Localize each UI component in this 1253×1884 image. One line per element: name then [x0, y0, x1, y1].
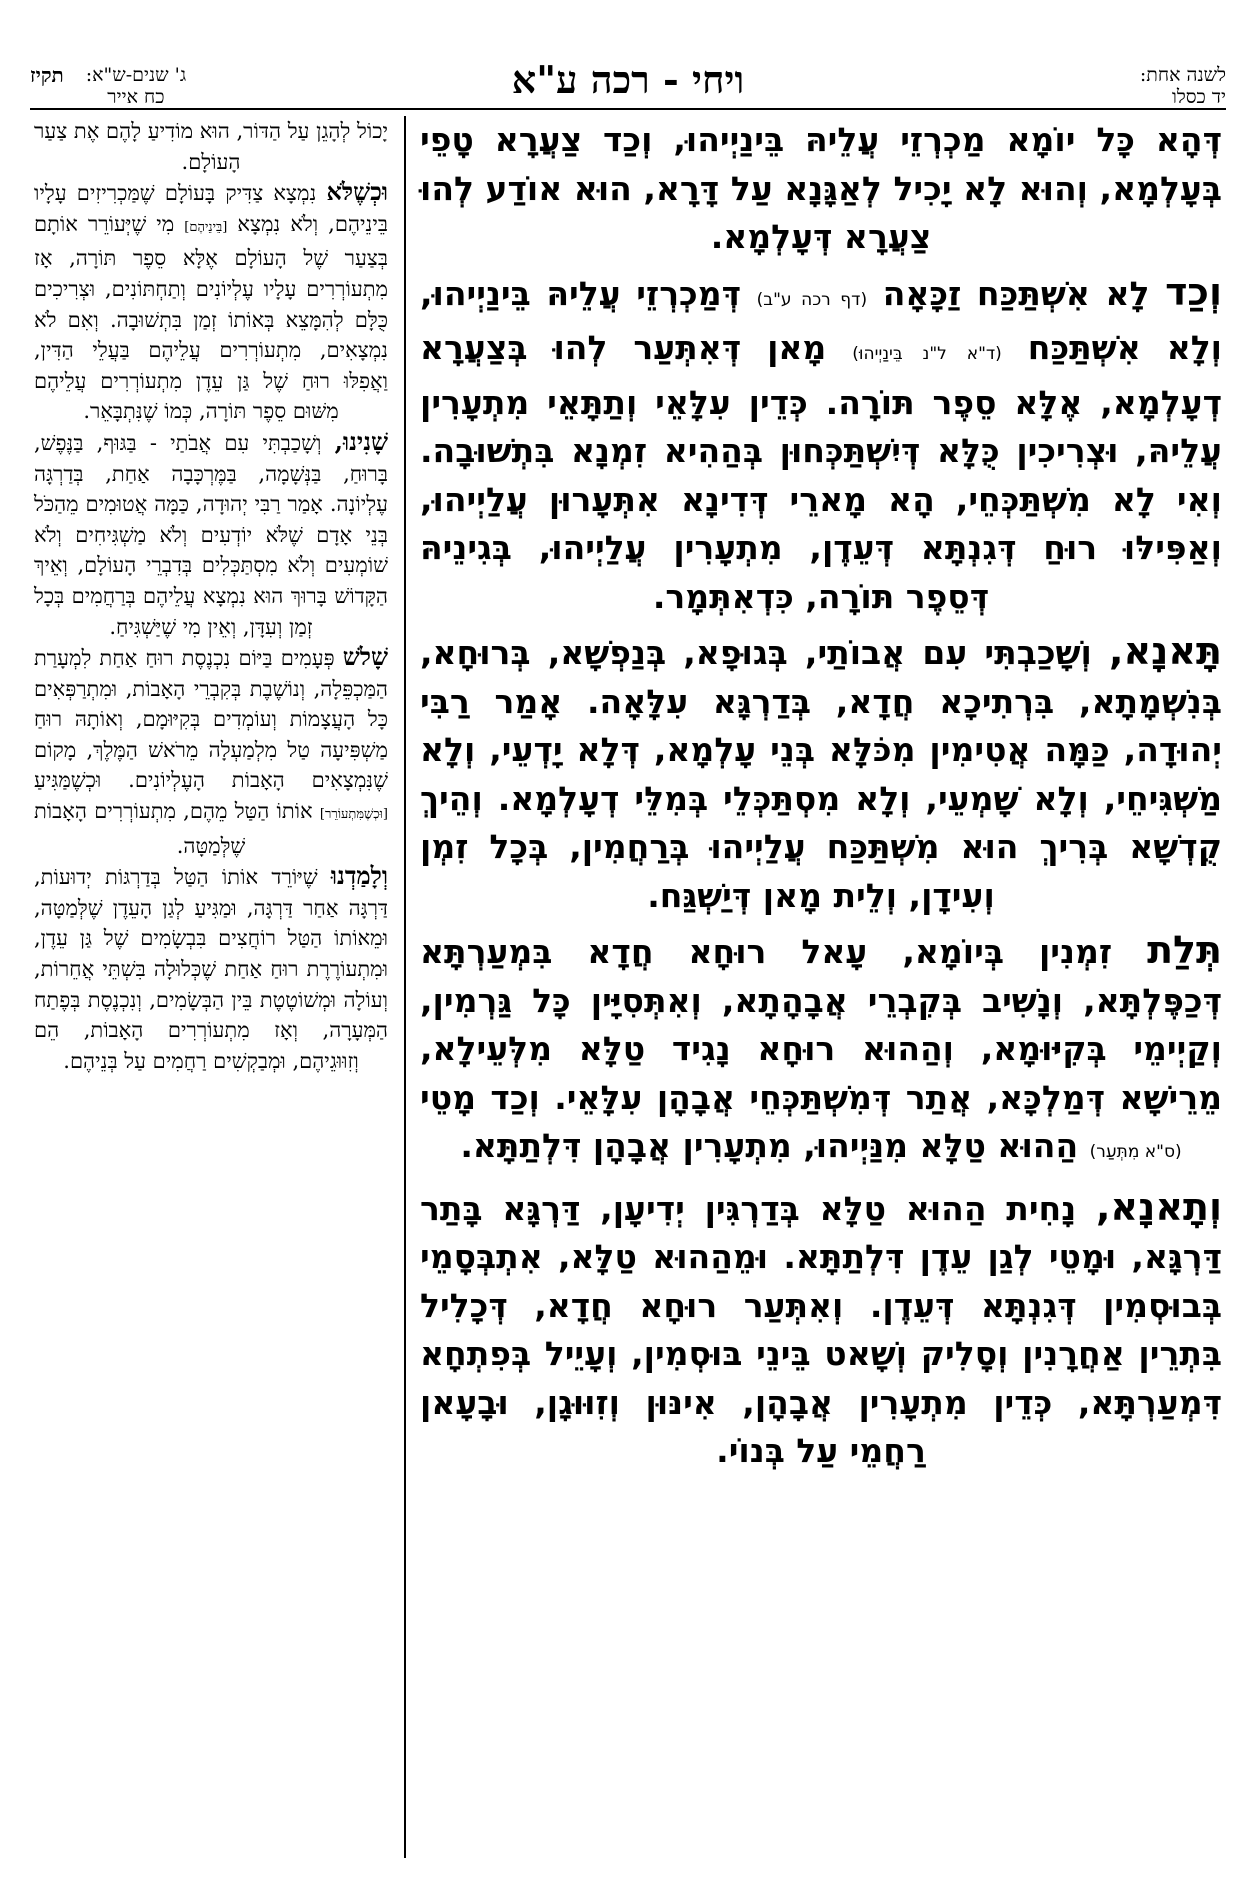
- side-paragraph: וּכְשֶׁלֹּא נִמְצָא צַדִּיק בָּעוֹלָם שֶׁמַּכְרִיזִים עָלָיו בֵּינֵיהֶם, וְלֹא נִמְצָא [בֵּינֵיהֶם] מִי שֶׁיְּעוֹרֵר אוֹתָם בְּצַעַר שֶׁל הָעוֹלָם אֶלָּא סֵפֶר תּוֹרָה, אָז מִתְעוֹרְרִים עָלָיו עֶלְיוֹנִים וְתַחְתּוֹנִים, וּצְרִיכִים כֻּלָּם לְהִמָּצֵא בְּאוֹתוֹ זְמַן בִּתְשׁוּבָה. וְאִם לֹא נִמְצָאִים, מִתְעוֹרְרִים עֲלֵיהֶם בַּעֲלֵי הַדִּין, וַאֲפִלּוּ רוּחַ שֶׁל גַּן עֵדֶן מִתְעוֹרְרִים עֲלֵיהֶם מִשּׁוּם סֵפֶר תּוֹרָה, כְּמוֹ שֶׁנִּתְבָּאֵר.: [34, 177, 388, 424]
- main-paragraph: תְּלַת זִמְנִין בְּיוֹמָא, עָאל רוּחָא חֲדָא בִּמְעַרְתָּא דְּכַפֶּלְתָּא, וְנָשִׁיב בְּקִבְרֵי אֲבָהָתָא, וְאִתְּסִיָּין כָּל גַּרְמִין, וְקַיְימֵי בְּקִיּוּמָא, וְהַהוּא רוּחָא נָגִיד טַלָּא מִלְּעֵילָא, מֵרֵישָׁא דְּמַלְכָּא, אֲתַר דְּמִשְׁתַּכְּחֵי אֲבָהָן עִלָּאֵי. וְכַד מָטֵי (ס"א מִתְּעַר) הַהוּא טַלָּא מִנַּיְיהוּ, מִתְעָרִין אֲבָהָן דִּלְתַתָּא.: [420, 928, 1222, 1165]
- side-paragraph: שָׁלֹשׁ פְּעָמִים בַּיּוֹם נִכְנֶסֶת רוּחַ אַחַת לִמְעָרַת הַמַּכְפֵּלָה, וְנוֹשֶׁבֶת בְּקִבְרֵי הָאָבוֹת, וּמִתְרַפְּאִים כָּל הָעֲצָמוֹת וְעוֹמְדִים בְּקִיּוּמָם, וְאוֹתָהּ רוּחַ מַשְׁפִּיעָה טַל מִלְמַעְלָה מֵרֹאשׁ הַמֶּלֶךְ, מָקוֹם שֶׁנִּמְצָאִים הָאָבוֹת הָעֶלְיוֹנִים. וּכְשֶׁמַּגִּיעַ [וּכְשֶׁמִּתְעוֹרֵר] אוֹתוֹ הַטַּל מֵהֶם, מִתְעוֹרְרִים הָאָבוֹת שֶׁלְּמַטָּה.: [34, 642, 388, 858]
- reading-schedule-three-years: [30, 64, 186, 108]
- side-paragraph: שָׁנִינוּ, וְשָׁכַבְתִּי עִם אֲבֹתַי - בַּגּוּף, בַּנֶּפֶשׁ, בָּרוּחַ, בַּנְּשָׁמָה, בַּמֶּרְכָּבָה אַחַת, בְּדַרְגָּה עֶלְיוֹנָה. אָמַר רַבִּי יְהוּדָה, כַּמָּה אֲטוּמִים מֵהַכֹּל בְּנֵי אָדָם שֶׁלֹּא יוֹדְעִים וְלֹא מַשְׁגִּיחִים וְלֹא שׁוֹמְעִים וְלֹא מִסְתַּכְּלִים בְּדִבְרֵי הָעוֹלָם, וְאֵיךְ הַקָּדוֹשׁ בָּרוּךְ הוּא נִמְצָא עֲלֵיהֶם בְּרַחֲמִים בְּכָל זְמַן וְעִדָּן, וְאֵין מִי שֶׁיַּשְׁגִּיחַ.: [34, 426, 388, 639]
- hebrew-translation-column: [30, 116, 404, 1858]
- side-paragraph: יָכוֹל לְהָגֵן עַל הַדּוֹר, הוּא מוֹדִיעַ לָהֶם אֶת צַעַר הָעוֹלָם.: [34, 119, 388, 174]
- main-paragraph: דְּהָא כָּל יוֹמָא מַכְרְזֵי עֲלֵיהּ בֵּינַיְיהוּ, וְכַד צַעֲרָא טָפֵי בְּעָלְמָא, וְהוּא לָא יָכִיל לְאַגָּנָא עַל דָּרָא, הוּא אוֹדַע לְהוּ צַעֲרָא דְּעָלְמָא.: [420, 120, 1222, 256]
- page-number: תקיז: [30, 63, 64, 87]
- schedule-label: לשנה אחת:: [1139, 64, 1226, 86]
- schedule-date: כח אייר: [107, 86, 165, 108]
- page-title: ויחי - רכה ע"א: [511, 57, 745, 102]
- schedule-label: ג' שנים-ש"א:: [85, 64, 187, 86]
- aramaic-main-column: [404, 116, 1226, 1858]
- document-page: [30, 58, 1226, 1858]
- page-header: [30, 58, 1226, 106]
- main-paragraph: תָּאנָא, וְשָׁכַבְתִּי עִם אֲבוֹתַי, בְּגוּפָא, בְּנַפְשָׁא, בְּרוּחָא, בְּנִשְׁמָתָא, בִּרְתִיכָא חֲדָא, בְּדַרְגָּא עִלָּאָה. אָמַר רַבִּי יְהוּדָה, כַּמָּה אֲטִימִין מִכֹּלָּא בְּנֵי עָלְמָא, דְּלָא יָדְעֵי, וְלָא מַשְׁגִּיחֵי, וְלָא שָׁמְעֵי, וְלָא מִסְתַּכְּלֵי בְּמִלֵּי דְעָלְמָא. וְהֵיךְ קֻדְשָׁא בְּרִיךְ הוּא מִשְׁתַּכַּח עֲלַיְיהוּ בְּרַחֲמִין, בְּכָל זִמְן וְעִידָן, וְלֵית מָאן דְּיַשְׁגַּח.: [420, 629, 1222, 915]
- main-paragraph: וְתָאנָא, נָחִית הַהוּא טַלָּא בְּדַרְגִּין יְדִיעָן, דַּרְגָּא בָּתַר דַּרְגָּא, וּמָטֵי לְגַן עֵדֶן דִּלְתַתָּא. וּמֵהַהוּא טַלָּא, אִתְבְּסָמֵי בְּבוּסְמִין דְּגִנְתָּא דְּעֵדֶן. וְאִתְּעַר רוּחָא חֲדָא, דְּכָלִיל בִּתְרֵין אַחֲרָנִין וְסָלִיק וְשָׁאט בֵּינֵי בּוּסְמִין, וְעָיֵיל בְּפִתְחָא דִּמְעַרְתָּא, כְּדֵין מִתְעָרִין אֲבָהָן, אִינּוּן וְזִוּוּגָן, וּבָעָאן רַחֲמֵי עַל בְּנוֹי.: [420, 1184, 1222, 1470]
- main-paragraph: וְכַד לָא אִשְׁתַּכַּח זַכָּאָה (דף רכה ע"ב) דְּמַכְרְזֵי עֲלֵיהּ בֵּינַיְיהוּ, וְלָא אִשְׁתַּכַּח (ד"א ל"נ בֵּינַיְיהוּ) מָאן דְּאִתְּעַר לְהוּ בְּצַעֲרָא דְעָלְמָא, אֶלָּא סֵפֶר תּוֹרָה. כְּדֵין עִלָּאֵי וְתַתָּאֵי מִתְעָרִין עֲלֵיהּ, וּצְרִיכִין כֻּלָּא דְּיִשְׁתַּכְּחוּן בְּהַהִיא זִמְנָא בִּתְשׁוּבָה. וְאִי לָא מִשְׁתַּכְּחֵי, הָא מָארֵי דְּדִינָא אִתְּעָרוּן עֲלַיְיהוּ, וְאַפִּילּוּ רוּחַ דְּגִנְתָּא דְּעֵדֶן, מִתְעָרִין עֲלַיְיהוּ, בְּגִינֵיהּ דְּסֵפֶר תּוֹרָה, כִּדְאִתְּמָר.: [420, 269, 1223, 616]
- header-divider: [30, 108, 1226, 110]
- schedule-date: יד כסלו: [1171, 86, 1226, 108]
- text-columns: [30, 116, 1226, 1858]
- side-paragraph: וְלָמַדְנוּ שֶׁיּוֹרֵד אוֹתוֹ הַטַּל בְּדַרְגּוֹת יְדוּעוֹת, דַּרְגָּה אַחַר דַּרְגָּה, וּמַגִּיעַ לְגַן הָעֵדֶן שֶׁלְּמַטָּה, וּמֵאוֹתוֹ הַטַּל רוֹחֲצִים בִּבְשָׂמִים שֶׁל גַּן עֵדֶן, וּמִתְעוֹרֶרֶת רוּחַ אַחַת שֶׁכְּלוּלָה בִּשְׁתֵּי אֲחֵרוֹת, וְעוֹלָה וּמְשׁוֹטֶטֶת בֵּין הַבְּשָׂמִים, וְנִכְנֶסֶת בְּפֶתַח הַמְּעָרָה, וְאָז מִתְעוֹרְרִים הָאָבוֹת, הֵם וְזִוּוּגֵיהֶם, וּמְבַקְשִׁים רַחֲמִים עַל בְּנֵיהֶם.: [34, 861, 388, 1073]
